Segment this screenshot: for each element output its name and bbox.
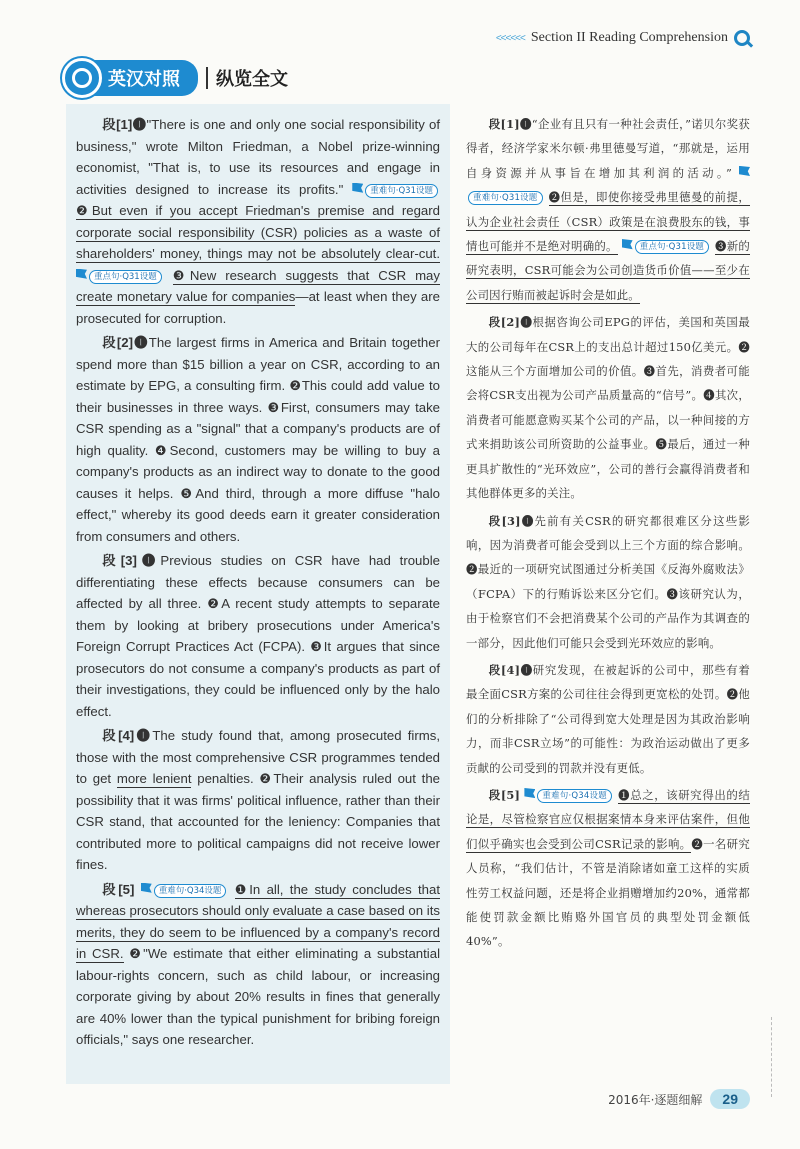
divider	[206, 67, 208, 89]
keyword: more lenient	[116, 771, 192, 786]
key-sentence: ❷But even if you accept Friedman's premise and regard corporate social responsibility (CSR) policies as a waste of shareholders' money, things may not be absolutely clear-cut.	[76, 203, 440, 261]
chinese-text-panel	[466, 112, 750, 957]
paragraph-marker: 段[3]❶	[102, 553, 161, 568]
page-footer	[608, 1089, 750, 1109]
sentence: “企业有且只有一种社会责任，”诺贝尔奖获得者，经济学家米尔顿·弗里德曼写道，“那就是，运用自身资源并从事旨在增加其利润的活动。”	[466, 117, 750, 180]
sentence: —at least when they are prosecuted for corruption.	[76, 289, 440, 326]
flag-icon	[141, 883, 152, 895]
magnifier-icon	[62, 58, 102, 98]
cn-paragraph-5	[466, 783, 750, 954]
en-paragraph-3	[76, 550, 440, 722]
paragraph-text: 根据咨询公司EPG的评估，美国和英国最大的公司每年在CSR上的支出总计超过150亿美元。❷这能从三个方面增加公司的价值。❸首先，消费者可能会将CSR支出视为公司产品质量高的“信号”。❹其次，消费者可能愿意购买某个公司的产品，以一种间接的方式来捐助该公司所资助的公益事业。❺最后，通过一种更具扩散性的“光环效应”，公司的善行会赢得消费者和其他群体更多的关注。	[466, 315, 750, 501]
paragraph-marker: 段[1]❶	[102, 117, 147, 132]
paragraph-marker: 段[1]❶	[488, 117, 532, 131]
en-paragraph-1	[76, 114, 440, 329]
sentence: ❷一名研究人员称，“我们估计，不管是消除诸如童工这样的实质性劳工权益问题，还是将企业捐赠增加约20%，通常都能使罚款金额比贿赂外国官员的典型处罚金额低40%”。	[466, 836, 750, 949]
sentence: "There is one and only one social responsibility of business," wrote Milton Friedman, a Nobel prize-winning economist, "That is, to use its resources and engage in activities designed to increase its profits."	[76, 117, 441, 197]
page-number: 29	[710, 1089, 750, 1109]
key-sentence: ❸新的研究表明，CSR可能会为公司创造货币价值——至少在公司因行贿而被起诉时会是如此。	[466, 239, 750, 302]
q31-badge: 重难句·Q31设题	[468, 191, 543, 205]
tag-label: 英汉对照	[88, 60, 198, 96]
cn-paragraph-4	[466, 658, 750, 780]
cn-paragraph-2	[466, 310, 750, 505]
search-icon	[734, 30, 750, 46]
paragraph-marker: 段[5]	[102, 881, 135, 897]
paragraph-marker: 段[3]❶	[488, 513, 535, 528]
flag-icon	[352, 183, 363, 195]
flag-icon	[524, 788, 535, 800]
paragraph-text: penalties. ❷Their analysis ruled out the possibility that it was firms' political influence, rather than their CSR stand, that accounted for the leniency: Companies that contributed more to political campaigns did not receive lower fines.	[76, 771, 440, 872]
flag-icon	[76, 269, 87, 281]
en-paragraph-4	[76, 725, 440, 876]
paragraph-marker: 段[4]❶	[102, 728, 153, 743]
q31-key-badge: 重点句·Q31设题	[635, 240, 710, 254]
q34-badge: 重难句·Q34设题	[537, 789, 612, 803]
footer-text: 2016年·逐题细解	[608, 1092, 703, 1107]
margin-rule	[770, 1017, 772, 1097]
tag-sub: 纵览全文	[216, 69, 288, 90]
flag-icon	[739, 166, 750, 178]
cn-paragraph-1	[466, 112, 750, 307]
section-title: Section II Reading Comprehension	[530, 30, 728, 45]
paragraph-marker: 段[2]❶	[488, 315, 533, 330]
q31-key-badge: 重点句·Q31设题	[89, 270, 162, 284]
paragraph-text: Previous studies on CSR have had trouble differentiating these effects because consumers can be affected by all three. ❷A recent study attempts to separate them by looking at bribery prosecutions under America's Foreign Corrupt Practices Act (FCPA). ❸It argues that since prosecutors do not consume a company's products as part of their investigations, they could be influenced only by the halo effect.	[76, 553, 440, 719]
key-sentence: ❶In all, the study concludes that whereas prosecutors should only evaluate a case based on its merits, they do seem to be influenced by a company's record in CSR.	[76, 881, 441, 961]
arrows-icon: <<<<<<	[495, 32, 525, 44]
section-header	[496, 30, 750, 46]
flag-icon	[622, 239, 633, 251]
key-sentence: ❶总之，该研究得出的结论是，尽管检察官应仅根据案情本身来评估案件，但他们似乎确实也会受到公司CSR记录的影响。	[466, 787, 750, 851]
sentence: ❷"We estimate that either eliminating a substantial labour-rights concern, such as child labour, or increasing corporate giving by about 20% results in fines that generally are 40% lower than the typical punishment for bribing foreign officials," says one researcher.	[76, 946, 440, 1047]
english-text-panel	[66, 104, 450, 1084]
paragraph-text: The largest firms in America and Britain together spend more than $15 billion a year on CSR, according to an estimate by EPG, a consulting firm. ❷This could add value to their businesses in three ways. ❸First, consumers may take CSR spending as a "signal" that a company's products are of high quality. ❹Second, customers may be willing to buy a company's products as an indirect way to donate to the good causes it helps. ❺And third, through a more diffuse "halo effect," whereby its good deeds earn it greater consideration from consumers and others.	[76, 335, 440, 544]
paragraph-text: The study found that, among prosecuted firms, those with the most comprehensive CSR programmes tended to get	[76, 728, 440, 786]
cn-paragraph-3	[466, 509, 750, 655]
key-sentence: ❷但是，即使你接受弗里德曼的前提，认为企业社会责任（CSR）政策是在浪费股东的钱，事情也可能并不是绝对明确的。	[466, 190, 750, 254]
paragraph-text: 先前有关CSR的研究都很难区分这些影响，因为消费者可能会受到以上三个方面的综合影响。❷最近的一项研究试图通过分析美国《反海外腐败法》（FCPA）下的行贿诉讼来区分它们。❸该研究认为，由于检察官们不会把消费某个公司的产品作为其调查的一部分，因此他们可能只会受到光环效应的影响。	[466, 513, 750, 650]
paragraph-marker: 段[4]❶	[488, 662, 533, 677]
q34-badge: 重难句·Q34设题	[154, 884, 227, 898]
en-paragraph-5	[76, 879, 440, 1051]
key-sentence: ❸New research suggests that CSR may create monetary value for companies	[76, 267, 440, 304]
q31-badge: 重难句·Q31设题	[365, 184, 438, 198]
paragraph-marker: 段[5]	[488, 787, 521, 802]
section-tag	[62, 58, 288, 98]
en-paragraph-2	[76, 332, 440, 547]
paragraph-marker: 段[2]❶	[102, 335, 149, 350]
paragraph-text: 研究发现，在被起诉的公司中，那些有着最全面CSR方案的公司往往会得到更宽松的处罚。❷他们的分析排除了“公司得到宽大处理是因为其政治影响力，而非CSR立场”的可能性：为政治运动做出了更多贡献的公司受到的罚款并没有更低。	[466, 662, 750, 775]
